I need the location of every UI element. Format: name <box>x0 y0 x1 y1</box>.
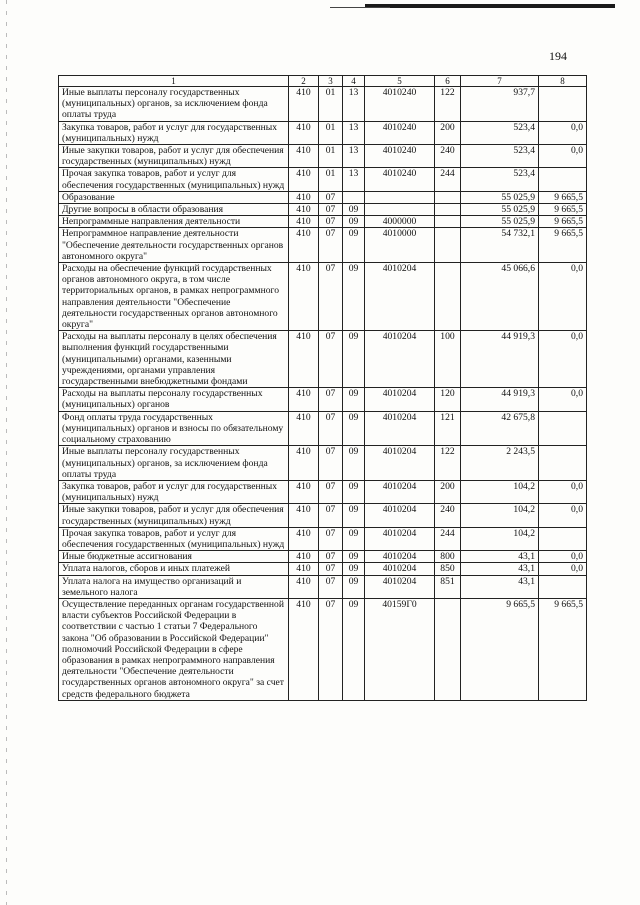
cell-admin: 410 <box>289 204 319 216</box>
col-header-section: 3 <box>319 76 343 87</box>
cell-amount-federal: 0,0 <box>539 480 587 503</box>
cell-subsection: 09 <box>343 411 365 446</box>
cell-expense-type: 100 <box>435 331 461 388</box>
table-row <box>59 575 587 598</box>
cell-admin: 410 <box>289 228 319 263</box>
cell-amount-federal: 0,0 <box>539 551 587 563</box>
cell-subsection: 09 <box>343 563 365 575</box>
cell-section: 07 <box>319 563 343 575</box>
cell-expense-type: 122 <box>435 446 461 481</box>
table-row <box>59 168 587 191</box>
cell-admin: 410 <box>289 388 319 411</box>
cell-target <box>365 204 435 216</box>
cell-amount: 523,4 <box>461 121 539 144</box>
cell-expense-type <box>435 598 461 700</box>
cell-amount: 55 025,9 <box>461 191 539 203</box>
cell-subsection: 09 <box>343 228 365 263</box>
cell-amount-federal: 9 665,5 <box>539 228 587 263</box>
col-header-admin: 2 <box>289 76 319 87</box>
cell-name: Фонд оплаты труда государственных (муниципальных) органов и взносы по обязательному социальному страхованию <box>59 411 289 446</box>
cell-name: Иные закупки товаров, работ и услуг для обеспечения государственных (муниципальных) нужд <box>59 145 289 168</box>
cell-target: 4010204 <box>365 446 435 481</box>
cell-expense-type: 122 <box>435 87 461 122</box>
cell-section: 07 <box>319 575 343 598</box>
table-row <box>59 527 587 550</box>
cell-name: Уплата налогов, сборов и иных платежей <box>59 563 289 575</box>
cell-admin: 410 <box>289 504 319 527</box>
cell-expense-type: 244 <box>435 168 461 191</box>
cell-name: Иные бюджетные ассигнования <box>59 551 289 563</box>
cell-subsection: 09 <box>343 446 365 481</box>
cell-section: 07 <box>319 551 343 563</box>
cell-admin: 410 <box>289 563 319 575</box>
cell-target: 4010204 <box>365 551 435 563</box>
cell-expense-type: 200 <box>435 121 461 144</box>
cell-name: Иные выплаты персоналу государственных (муниципальных) органов, за исключением фонда оплаты труда <box>59 87 289 122</box>
cell-amount-federal <box>539 168 587 191</box>
cell-amount: 54 732,1 <box>461 228 539 263</box>
cell-amount: 43,1 <box>461 563 539 575</box>
table-row <box>59 263 587 331</box>
cell-target: 4010204 <box>365 527 435 550</box>
cell-amount-federal: 9 665,5 <box>539 216 587 228</box>
cell-admin: 410 <box>289 191 319 203</box>
table-row <box>59 411 587 446</box>
col-header-expense-type: 6 <box>435 76 461 87</box>
cell-amount-federal: 0,0 <box>539 563 587 575</box>
cell-name: Расходы на обеспечение функций государственных органов автономного округа, в том числе территориальных органов, в рамках непрограммного направления деятельности "Обеспечение деятельности государственных органов автономного округа" <box>59 263 289 331</box>
cell-amount-federal: 0,0 <box>539 121 587 144</box>
cell-admin: 410 <box>289 331 319 388</box>
cell-expense-type: 240 <box>435 504 461 527</box>
cell-section: 07 <box>319 446 343 481</box>
cell-amount: 44 919,3 <box>461 388 539 411</box>
cell-amount-federal: 0,0 <box>539 504 587 527</box>
cell-subsection: 09 <box>343 204 365 216</box>
cell-admin: 410 <box>289 446 319 481</box>
cell-admin: 410 <box>289 551 319 563</box>
cell-subsection: 09 <box>343 527 365 550</box>
cell-section: 07 <box>319 331 343 388</box>
cell-name: Прочая закупка товаров, работ и услуг для обеспечения государственных (муниципальных) нужд <box>59 527 289 550</box>
cell-name: Осуществление переданных органам государственной власти субъектов Российской Федерации в соответствии с частью 1 статьи 7 Федерального закона "Об образовании в Российской Федерации" полномочий Российской Федерации в сфере образования в рамках непрограммного направления деятельности "Обеспечение деятельности государственных органов автономного округа" за счет средств федерального бюджета <box>59 598 289 700</box>
cell-subsection: 09 <box>343 504 365 527</box>
cell-expense-type <box>435 216 461 228</box>
cell-name: Закупка товаров, работ и услуг для государственных (муниципальных) нужд <box>59 121 289 144</box>
cell-target: 4000000 <box>365 216 435 228</box>
cell-name: Закупка товаров, работ и услуг для государственных (муниципальных) нужд <box>59 480 289 503</box>
col-header-amount: 7 <box>461 76 539 87</box>
cell-expense-type: 200 <box>435 480 461 503</box>
cell-section: 01 <box>319 168 343 191</box>
cell-amount-federal <box>539 575 587 598</box>
cell-amount-federal: 0,0 <box>539 145 587 168</box>
cell-section: 07 <box>319 204 343 216</box>
table-row <box>59 388 587 411</box>
cell-admin: 410 <box>289 263 319 331</box>
cell-expense-type <box>435 263 461 331</box>
cell-subsection: 09 <box>343 216 365 228</box>
cell-section: 07 <box>319 527 343 550</box>
table-row <box>59 145 587 168</box>
cell-section: 01 <box>319 121 343 144</box>
cell-admin: 410 <box>289 87 319 122</box>
cell-expense-type: 121 <box>435 411 461 446</box>
cell-subsection: 09 <box>343 480 365 503</box>
cell-target: 4010204 <box>365 411 435 446</box>
cell-subsection: 13 <box>343 87 365 122</box>
cell-name: Образование <box>59 191 289 203</box>
cell-subsection: 09 <box>343 598 365 700</box>
cell-target: 4010240 <box>365 87 435 122</box>
cell-target: 4010204 <box>365 480 435 503</box>
cell-expense-type: 244 <box>435 527 461 550</box>
cell-target: 4010240 <box>365 168 435 191</box>
top-rule-thin <box>330 7 390 8</box>
cell-admin: 410 <box>289 527 319 550</box>
cell-name: Непрограммные направления деятельности <box>59 216 289 228</box>
table-row <box>59 551 587 563</box>
cell-expense-type: 850 <box>435 563 461 575</box>
cell-section: 07 <box>319 216 343 228</box>
cell-subsection: 13 <box>343 168 365 191</box>
cell-admin: 410 <box>289 598 319 700</box>
cell-subsection: 09 <box>343 331 365 388</box>
cell-admin: 410 <box>289 145 319 168</box>
cell-name: Прочая закупка товаров, работ и услуг для обеспечения государственных (муниципальных) нужд <box>59 168 289 191</box>
cell-subsection: 09 <box>343 575 365 598</box>
table-row <box>59 228 587 263</box>
table-row <box>59 204 587 216</box>
cell-amount: 104,2 <box>461 480 539 503</box>
cell-name: Иные выплаты персоналу государственных (муниципальных) органов, за исключением фонда оплаты труда <box>59 446 289 481</box>
cell-target: 4010204 <box>365 263 435 331</box>
cell-amount: 2 243,5 <box>461 446 539 481</box>
col-header-subsection: 4 <box>343 76 365 87</box>
table-row <box>59 563 587 575</box>
cell-admin: 410 <box>289 168 319 191</box>
cell-amount-federal <box>539 527 587 550</box>
cell-section: 07 <box>319 228 343 263</box>
col-header-target: 5 <box>365 76 435 87</box>
cell-section: 07 <box>319 191 343 203</box>
cell-target: 4010204 <box>365 331 435 388</box>
cell-admin: 410 <box>289 411 319 446</box>
page-number: 194 <box>549 49 567 63</box>
cell-admin: 410 <box>289 480 319 503</box>
cell-expense-type: 800 <box>435 551 461 563</box>
cell-section: 07 <box>319 504 343 527</box>
cell-amount: 42 675,8 <box>461 411 539 446</box>
cell-target: 4010204 <box>365 575 435 598</box>
cell-amount: 937,7 <box>461 87 539 122</box>
cell-target: 4010204 <box>365 563 435 575</box>
table-row <box>59 87 587 122</box>
cell-name: Расходы на выплаты персоналу государственных (муниципальных) органов <box>59 388 289 411</box>
cell-subsection: 13 <box>343 145 365 168</box>
cell-name: Расходы на выплаты персоналу в целях обеспечения выполнения функций государственными (муниципальными) органами, казенными учреждениями, органами управления государственными внебюджетными фондами <box>59 331 289 388</box>
cell-subsection: 09 <box>343 551 365 563</box>
cell-target: 4010204 <box>365 504 435 527</box>
cell-admin: 410 <box>289 216 319 228</box>
cell-amount-federal <box>539 446 587 481</box>
col-header-amount-federal: 8 <box>539 76 587 87</box>
cell-target: 4010240 <box>365 145 435 168</box>
cell-amount-federal: 0,0 <box>539 263 587 331</box>
cell-expense-type <box>435 204 461 216</box>
col-header-name: 1 <box>59 76 289 87</box>
cell-target: 40159Г0 <box>365 598 435 700</box>
table-row <box>59 446 587 481</box>
table-row <box>59 504 587 527</box>
top-rule <box>365 4 615 8</box>
cell-amount-federal: 9 665,5 <box>539 204 587 216</box>
cell-amount: 55 025,9 <box>461 204 539 216</box>
table-row <box>59 191 587 203</box>
cell-amount: 9 665,5 <box>461 598 539 700</box>
cell-section: 07 <box>319 480 343 503</box>
cell-subsection: 13 <box>343 121 365 144</box>
cell-amount: 523,4 <box>461 168 539 191</box>
cell-amount: 523,4 <box>461 145 539 168</box>
cell-amount-federal: 9 665,5 <box>539 598 587 700</box>
cell-target: 4010240 <box>365 121 435 144</box>
cell-expense-type: 240 <box>435 145 461 168</box>
cell-section: 07 <box>319 598 343 700</box>
cell-amount-federal: 0,0 <box>539 388 587 411</box>
cell-amount: 45 066,6 <box>461 263 539 331</box>
cell-section: 01 <box>319 145 343 168</box>
cell-subsection <box>343 191 365 203</box>
header-row <box>59 76 587 87</box>
cell-admin: 410 <box>289 121 319 144</box>
cell-name: Другие вопросы в области образования <box>59 204 289 216</box>
cell-amount: 43,1 <box>461 575 539 598</box>
table-row <box>59 480 587 503</box>
table-row <box>59 121 587 144</box>
cell-amount-federal: 0,0 <box>539 331 587 388</box>
cell-admin: 410 <box>289 575 319 598</box>
table-row <box>59 598 587 700</box>
cell-section: 01 <box>319 87 343 122</box>
cell-amount: 104,2 <box>461 504 539 527</box>
cell-section: 07 <box>319 388 343 411</box>
cell-subsection: 09 <box>343 263 365 331</box>
cell-target: 4010000 <box>365 228 435 263</box>
table-row <box>59 216 587 228</box>
cell-name: Иные закупки товаров, работ и услуг для обеспечения государственных (муниципальных) нужд <box>59 504 289 527</box>
cell-subsection: 09 <box>343 388 365 411</box>
cell-amount-federal <box>539 87 587 122</box>
table-row <box>59 331 587 388</box>
cell-section: 07 <box>319 411 343 446</box>
cell-expense-type: 851 <box>435 575 461 598</box>
cell-amount-federal: 9 665,5 <box>539 191 587 203</box>
cell-amount-federal <box>539 411 587 446</box>
cell-section: 07 <box>319 263 343 331</box>
binding-edge <box>6 0 7 905</box>
cell-expense-type: 120 <box>435 388 461 411</box>
cell-expense-type <box>435 191 461 203</box>
cell-target: 4010204 <box>365 388 435 411</box>
cell-target <box>365 191 435 203</box>
cell-amount: 43,1 <box>461 551 539 563</box>
cell-name: Уплата налога на имущество организаций и земельного налога <box>59 575 289 598</box>
cell-name: Непрограммное направление деятельности "Обеспечение деятельности государственных органов автономного округа" <box>59 228 289 263</box>
cell-amount: 44 919,3 <box>461 331 539 388</box>
cell-amount: 55 025,9 <box>461 216 539 228</box>
budget-table <box>58 75 587 701</box>
cell-expense-type <box>435 228 461 263</box>
cell-amount: 104,2 <box>461 527 539 550</box>
